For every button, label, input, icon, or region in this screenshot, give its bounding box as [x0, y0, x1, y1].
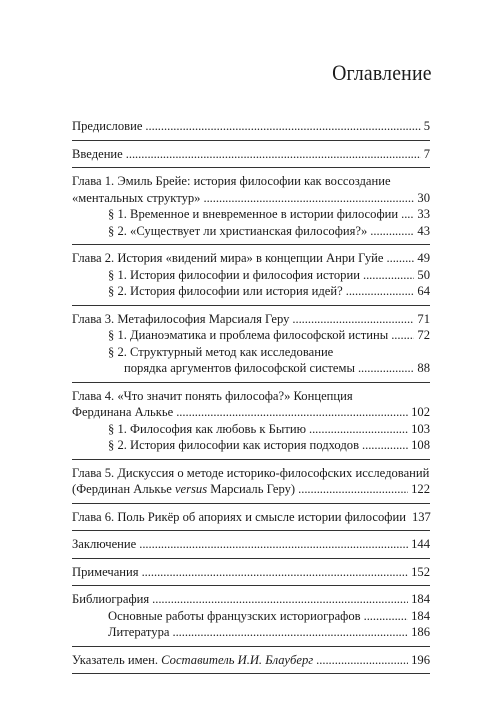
leader-dots: [391, 327, 414, 344]
toc-page-number: 184: [411, 608, 430, 623]
toc-page-number: 108: [411, 438, 430, 452]
toc-entry-title: § 1. Философия как любовь к Бытию: [108, 421, 306, 436]
title-part-italic: Составитель И.И. Блауберг: [161, 652, 314, 667]
leader-dots: [363, 267, 414, 284]
toc-entry-title: Предисловие: [72, 119, 143, 133]
divider: [72, 167, 430, 168]
divider: [72, 503, 430, 504]
toc-entry-chapter2[interactable]: [72, 250, 430, 267]
toc-page-number: 103: [411, 421, 430, 436]
title-part: (Фердинан Алькье: [72, 482, 175, 496]
toc-page-number: 7: [423, 146, 430, 161]
divider: [72, 673, 430, 674]
toc-entry-title: § 1. Дианоэматика и проблема философской истины: [108, 328, 389, 342]
divider: [72, 558, 430, 559]
leader-dots: [139, 536, 408, 553]
toc-entry-title: Примечания: [72, 564, 139, 579]
toc-entry-title: Литература: [108, 625, 170, 639]
toc-page-number: 88: [417, 361, 430, 375]
toc-entry-title: «ментальных структур»: [72, 190, 201, 205]
leader-dots: [309, 421, 408, 438]
leader-dots: [145, 118, 420, 135]
toc-entry-title: Библиография: [72, 592, 150, 606]
leader-dots: [298, 481, 408, 498]
page-title: Оглавление: [332, 60, 432, 85]
toc-entry-chapter4[interactable]: [72, 404, 430, 421]
toc-subentry[interactable]: [72, 267, 430, 284]
toc-entry-title: Фердинана Алькье: [72, 405, 174, 419]
toc-page-number: 152: [411, 564, 430, 579]
divider: [72, 646, 430, 647]
toc-entry-title: Глава 2. История «видений мира» в концепции Анри Гуйе: [72, 251, 384, 265]
toc-subentry[interactable]: [72, 608, 430, 625]
toc-page-number: 144: [411, 537, 430, 551]
title-part: Указатель имен.: [72, 652, 162, 667]
toc-entry-title: § 2. История философии или история идей?: [108, 284, 343, 298]
toc-entry-chapter5-line1[interactable]: Глава 5. Дискуссия о методе историко-философских исследований: [72, 465, 430, 480]
toc-entry-title: [72, 652, 313, 669]
divider: [72, 244, 430, 245]
toc-page-number: 50: [417, 267, 430, 282]
toc-entry-title: § 1. Временное и вневременное в истории философии: [108, 207, 399, 221]
toc-subentry[interactable]: [72, 223, 430, 240]
toc-subentry[interactable]: [72, 421, 430, 438]
divider: [72, 459, 430, 460]
toc-page-number: 64: [417, 284, 430, 298]
toc-page-number: 122: [411, 482, 430, 496]
toc-subentry[interactable]: [72, 624, 430, 641]
toc-entry-title: порядка аргументов философской системы: [124, 361, 355, 375]
toc-entry-title: [72, 481, 295, 498]
leader-dots: [401, 206, 414, 223]
toc-entry-bibliography[interactable]: [72, 591, 430, 608]
toc-page-number: 72: [417, 328, 430, 342]
table-of-contents: [72, 118, 430, 679]
toc-page-number: 33: [417, 207, 430, 221]
leader-dots: [362, 437, 408, 454]
toc-page-number: 30: [417, 190, 430, 205]
toc-entry-chapter5[interactable]: [72, 481, 430, 498]
leader-dots: [387, 250, 415, 267]
leader-dots: [176, 404, 408, 421]
toc-entry-chapter4-line1[interactable]: Глава 4. «Что значит понять философа?» Концепция: [72, 388, 353, 403]
toc-page-number: 186: [411, 625, 430, 639]
divider: [72, 530, 430, 531]
toc-page-number: 5: [423, 119, 430, 133]
divider: [72, 382, 430, 383]
toc-page-number: 49: [417, 251, 430, 265]
leader-dots: [152, 591, 408, 608]
toc-entry-chapter3[interactable]: [72, 311, 430, 328]
toc-entry-index[interactable]: [72, 652, 430, 669]
toc-subentry[interactable]: [72, 437, 430, 454]
toc-subentry[interactable]: [72, 283, 430, 300]
leader-dots: [172, 624, 408, 641]
toc-entry-title: Заключение: [72, 537, 137, 551]
toc-entry-title: Глава 6. Поль Рикёр об апориях и смысле истории философии: [72, 509, 406, 524]
divider: [72, 305, 430, 306]
toc-subentry-line1[interactable]: § 2. Структурный метод как исследование: [108, 344, 334, 359]
leader-dots: [203, 190, 414, 207]
toc-page-number: 43: [417, 223, 430, 238]
toc-entry-title: § 2. «Существует ли христианская философия?»: [108, 223, 368, 238]
toc-entry-chapter1[interactable]: [72, 190, 430, 207]
toc-entry-title: Глава 3. Метафилософия Марсиаля Геру: [72, 311, 290, 326]
toc-entry-introduction[interactable]: [72, 146, 430, 163]
toc-entry-preface[interactable]: [72, 118, 430, 135]
toc-entry-conclusion[interactable]: [72, 536, 430, 553]
leader-dots: [358, 360, 414, 377]
toc-page-number: 184: [411, 592, 430, 606]
toc-page-number: 196: [411, 652, 430, 667]
toc-subentry[interactable]: [72, 360, 430, 377]
leader-dots: [316, 652, 408, 669]
toc-entry-title: § 2. История философии как история подходов: [108, 438, 360, 452]
toc-entry-chapter1-line1[interactable]: Глава 1. Эмиль Брейе: история философии как воссоздание: [72, 174, 391, 188]
toc-subentry[interactable]: [72, 206, 430, 223]
divider: [72, 585, 430, 586]
toc-entry-chapter6[interactable]: [72, 509, 430, 526]
leader-dots: [364, 608, 409, 625]
leader-dots: [292, 311, 414, 328]
title-part-italic: versus: [174, 482, 208, 496]
toc-entry-title: Основные работы французских историографов: [108, 608, 361, 623]
title-part: Марсиаль Геру): [207, 482, 296, 496]
toc-page-number: 102: [411, 405, 430, 419]
toc-subentry[interactable]: [72, 327, 430, 344]
divider: [72, 140, 430, 141]
leader-dots: [142, 564, 409, 581]
toc-entry-title: § 1. История философии и философия истории: [108, 267, 360, 282]
leader-dots: [370, 223, 414, 240]
toc-entry-notes[interactable]: [72, 564, 430, 581]
leader-dots: [126, 146, 421, 163]
toc-page-number: 71: [417, 311, 430, 326]
toc-page-number: 137: [411, 509, 431, 524]
leader-dots: [346, 283, 415, 300]
toc-entry-title: Введение: [72, 146, 123, 161]
